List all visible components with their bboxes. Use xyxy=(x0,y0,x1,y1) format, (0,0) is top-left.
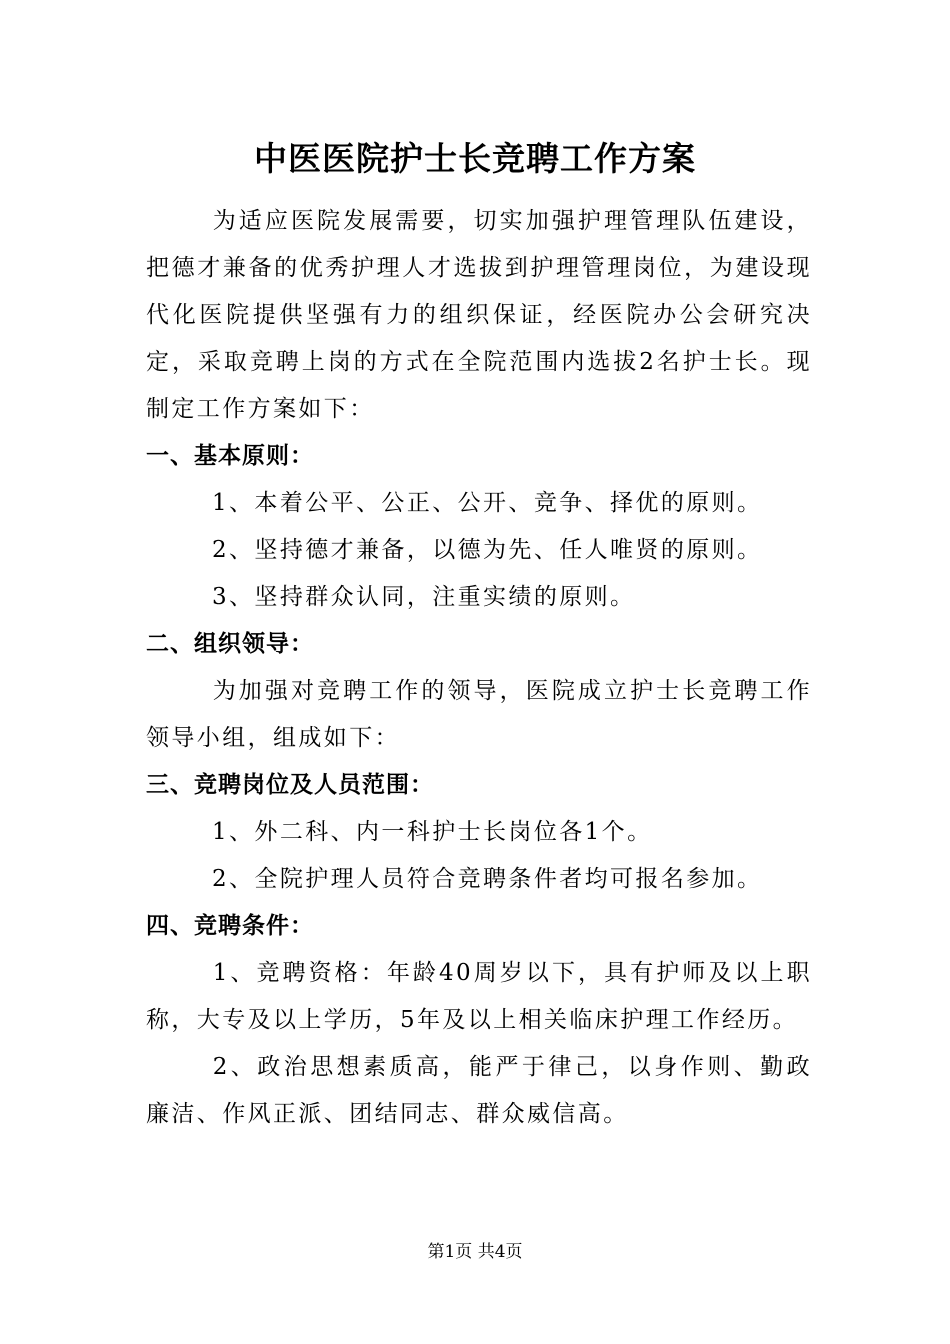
section-heading-conditions: 四、竞聘条件： xyxy=(146,913,314,939)
condition-paragraph: 2、政治思想素质高，能严于律己，以身作则、勤政廉洁、作风正派、团结同志、群众威信高。 xyxy=(146,1054,812,1127)
position-item: 1、外二科、内一科护士长岗位各1个。 xyxy=(212,819,653,845)
intro-paragraph: 为适应医院发展需要，切实加强护理管理队伍建设，把德才兼备的优秀护理人才选拔到护理管理岗位，为建设现代化医院提供坚强有力的组织保证，经医院办公会研究决定，采取竞聘上岗的方式在全院范围内选拔2名护士长。现制定工作方案如下： xyxy=(146,208,812,422)
position-item: 2、全院护理人员符合竞聘条件者均可报名参加。 xyxy=(212,866,763,892)
principle-item: 2、坚持德才兼备，以德为先、任人唯贤的原则。 xyxy=(212,537,763,563)
section-heading-positions: 三、竞聘岗位及人员范围： xyxy=(146,772,434,798)
page-footer: 第1页 共4页 xyxy=(427,1242,523,1262)
leadership-paragraph: 为加强对竞聘工作的领导，医院成立护士长竞聘工作领导小组，组成如下： xyxy=(146,678,812,751)
document-body xyxy=(146,198,812,1138)
principle-item: 3、坚持群众认同，注重实绩的原则。 xyxy=(212,584,636,610)
document-title: 中医医院护士长竞聘工作方案 xyxy=(254,139,696,178)
principle-item: 1、本着公平、公正、公开、竞争、择优的原则。 xyxy=(212,490,763,516)
section-heading-leadership: 二、组织领导： xyxy=(146,631,314,657)
condition-paragraph: 1、竞聘资格：年龄40周岁以下，具有护师及以上职称，大专及以上学历，5年及以上相关临床护理工作经历。 xyxy=(146,960,812,1033)
section-heading-principles: 一、基本原则： xyxy=(146,443,314,469)
